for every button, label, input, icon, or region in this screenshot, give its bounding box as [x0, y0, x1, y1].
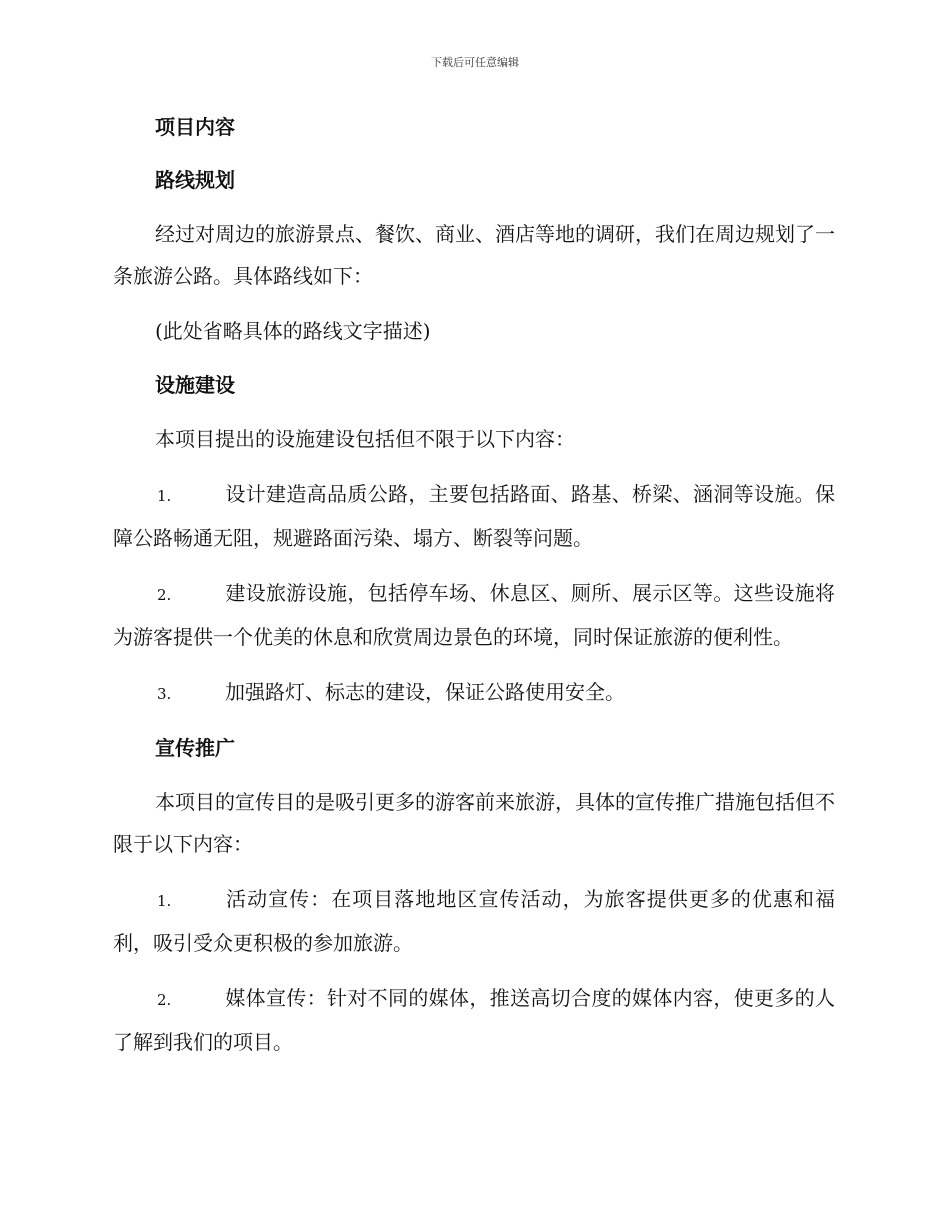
- facilities-heading: 设施建设: [155, 373, 235, 397]
- list-number: 2.: [157, 991, 172, 1009]
- facilities-item-3: [113, 671, 835, 715]
- promotion-intro: 本项目的宣传目的是吸引更多的游客前来旅游，具体的宣传推广措施包括但不限于以下内容：: [113, 790, 835, 856]
- list-text: 设计建造高品质公路，主要包括路面、路基、桥梁、涵洞等设施。保障公路畅通无阻，规避路面污染、塌方、断裂等问题。: [113, 482, 835, 550]
- list-number: 2.: [157, 586, 172, 604]
- facilities-item-2: [113, 572, 835, 658]
- route-heading: 路线规划: [155, 168, 235, 192]
- facilities-intro: 本项目提出的设施建设包括但不限于以下内容：: [155, 427, 575, 451]
- list-text: 建设旅游设施，包括停车场、休息区、厕所、展示区等。这些设施将为游客提供一个优美的休息和欣赏周边景色的环境，同时保证旅游的便利性。: [113, 581, 835, 649]
- list-text: 活动宣传：在项目落地地区宣传活动，为旅客提供更多的优惠和福利，吸引受众更积极的参加旅游。: [113, 887, 835, 955]
- document-body: [113, 107, 835, 1076]
- list-number: 1.: [157, 892, 172, 910]
- list-number: 3.: [157, 685, 172, 703]
- list-number: 1.: [157, 487, 172, 505]
- list-text: 媒体宣传：针对不同的媒体，推送高切合度的媒体内容，使更多的人了解到我们的项目。: [113, 986, 835, 1054]
- facilities-item-1: [113, 473, 835, 559]
- promotion-item-1: [113, 878, 835, 964]
- route-omitted-note: (此处省略具体的路线文字描述): [155, 319, 431, 343]
- route-paragraph: 经过对周边的旅游景点、餐饮、商业、酒店等地的调研，我们在周边规划了一条旅游公路。具体路线如下：: [113, 222, 835, 288]
- promotion-item-2: [113, 977, 835, 1063]
- list-text: 加强路灯、标志的建设，保证公路使用安全。: [225, 680, 625, 704]
- page-header-note: 下载后可任意编辑: [431, 56, 519, 69]
- promotion-heading: 宣传推广: [155, 736, 235, 760]
- section-title: 项目内容: [155, 115, 235, 139]
